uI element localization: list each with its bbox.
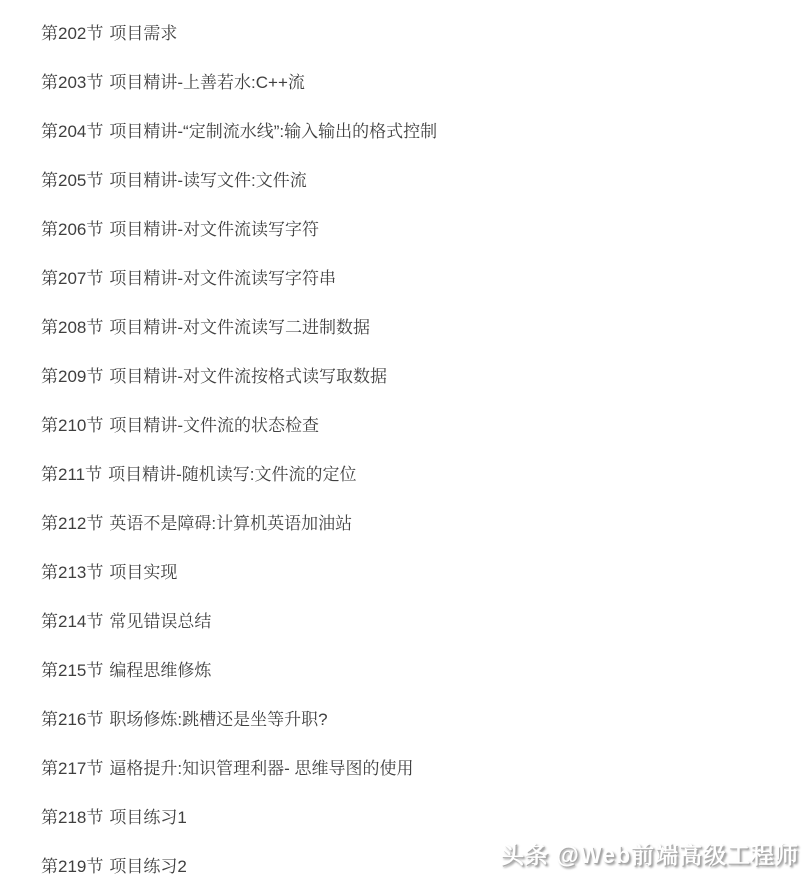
section-number: 第211节 [41, 465, 103, 484]
section-title: 项目精讲-对文件流读写字符 [109, 220, 320, 239]
section-title: 项目精讲-读写文件:文件流 [109, 171, 307, 190]
watermark [501, 837, 799, 870]
section-number: 第215节 [41, 661, 104, 680]
section-number: 第217节 [41, 759, 104, 778]
section-number: 第202节 [41, 24, 104, 43]
course-item-217 [41, 742, 809, 791]
section-title: 英语不是障碍:计算机英语加油站 [109, 514, 353, 533]
course-item-207 [41, 252, 809, 301]
section-title: 项目精讲-文件流的状态检查 [109, 416, 320, 435]
section-number: 第208节 [41, 318, 104, 337]
course-item-203 [41, 56, 809, 105]
section-number: 第204节 [41, 122, 104, 141]
section-title: 常见错误总结 [109, 612, 212, 631]
section-number: 第205节 [41, 171, 104, 190]
course-item-214 [41, 595, 809, 644]
section-number: 第213节 [41, 563, 104, 582]
section-number: 第218节 [41, 808, 104, 827]
section-number: 第210节 [41, 416, 104, 435]
section-number: 第206节 [41, 220, 104, 239]
section-title: 项目实现 [109, 563, 178, 582]
section-number: 第207节 [41, 269, 104, 288]
section-title: 项目精讲-对文件流按格式读写取数据 [109, 367, 388, 386]
watermark-text: 头条 @Web前端高级工程师 [501, 842, 799, 868]
section-title: 项目精讲-上善若水:C++流 [109, 73, 305, 92]
course-item-205 [41, 154, 809, 203]
section-number: 第209节 [41, 367, 104, 386]
course-item-218 [41, 791, 809, 840]
course-item-216 [41, 693, 809, 742]
course-item-211 [41, 448, 809, 497]
section-number: 第216节 [41, 710, 104, 729]
course-item-206 [41, 203, 809, 252]
course-item-213 [41, 546, 809, 595]
section-title: 逼格提升:知识管理利器- 思维导图的使用 [109, 759, 414, 778]
course-item-209 [41, 350, 809, 399]
course-item-202 [41, 7, 809, 56]
section-title: 项目需求 [109, 24, 178, 43]
course-item-212 [41, 497, 809, 546]
section-number: 第219节 [41, 857, 104, 876]
course-item-204 [41, 105, 809, 154]
section-number: 第203节 [41, 73, 104, 92]
course-item-208 [41, 301, 809, 350]
section-title: 项目练习2 [109, 857, 187, 876]
course-item-215 [41, 644, 809, 693]
section-number: 第212节 [41, 514, 104, 533]
section-title: 项目精讲-对文件流读写字符串 [109, 269, 337, 288]
section-title: 项目练习1 [109, 808, 187, 827]
section-number: 第214节 [41, 612, 104, 631]
section-title: 项目精讲-随机读写:文件流的定位 [108, 465, 357, 484]
section-title: 编程思维修炼 [109, 661, 212, 680]
section-title: 项目精讲-对文件流读写二进制数据 [109, 318, 371, 337]
section-title: 职场修炼:跳槽还是坐等升职? [109, 710, 328, 729]
course-item-210 [41, 399, 809, 448]
section-title: 项目精讲-“定制流水线”:输入输出的格式控制 [109, 122, 438, 141]
